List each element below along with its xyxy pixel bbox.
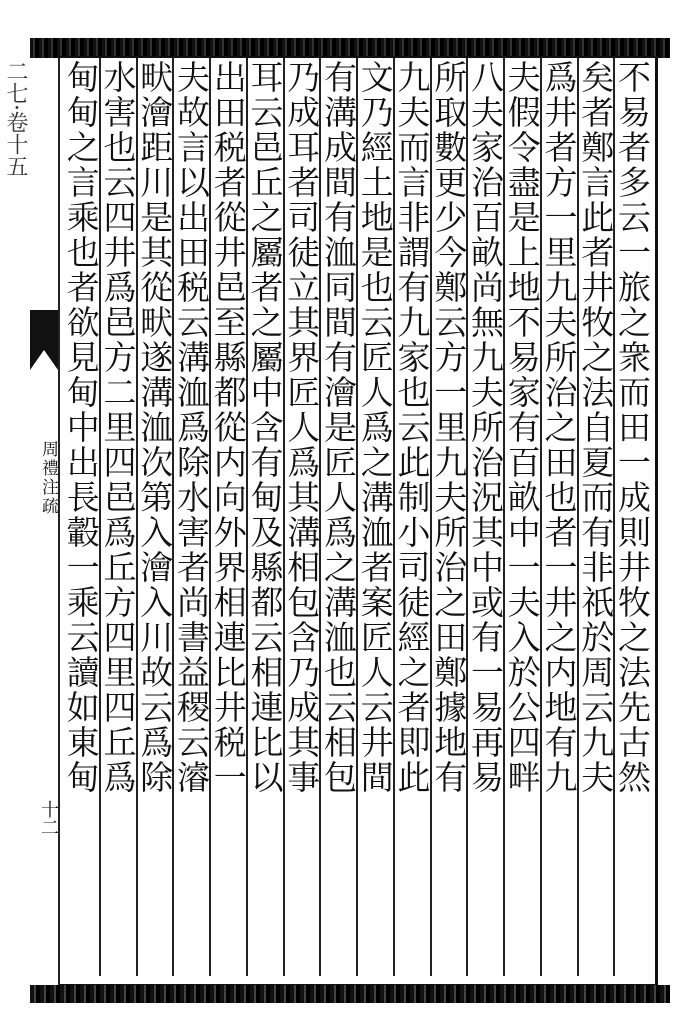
page-number: 十二 <box>38 800 59 836</box>
text-column-12: 出田税者從井邑至縣都從内向外界相連比井税一 <box>208 60 248 795</box>
text-column-13: 夫故言以出田税云溝洫爲除水害者尚書益稷云濬 <box>172 60 211 795</box>
text-column-3: 爲井者方一里九夫所治之田也者一井之内地有九 <box>539 60 579 795</box>
book-title: 周禮注疏 <box>38 440 58 516</box>
text-column-6: 所取數更少今鄭云方一里九夫所治之田鄭據地有 <box>429 60 469 795</box>
text-column-1: 不易者多云一旅之衆而田一成則井牧之法先古然 <box>613 60 652 795</box>
text-column-8: 文乃經土地是也云匠人爲之溝洫者案匠人云井間 <box>355 60 395 795</box>
text-column-2: 矣者鄭言此者井牧之法自夏而有非祇於周云九夫 <box>576 60 616 795</box>
gutter-text: 二七·卷十五 <box>3 60 28 177</box>
text-column-10: 乃成耳者司徒立其界匠人爲其溝相包含乃成其事 <box>282 60 322 795</box>
text-column-11: 耳云邑丘之屬者之屬中含有甸及縣都云相連比以 <box>245 60 285 795</box>
text-column-15: 水害也云四井爲邑方二里四邑爲丘方四里四丘爲 <box>98 60 138 795</box>
text-column-16: 甸甸之言乘也者欲見甸中出長轂一乘云讀如東甸 <box>61 60 101 795</box>
text-column-7: 九夫而言非謂有九家也云此制小司徒經之者即此 <box>392 60 432 795</box>
text-column-14: 畎澮距川是其從畎遂溝洫次第入澮入川故云爲除 <box>135 60 175 795</box>
text-column-4: 夫假令盡是上地不易家有百畝中一夫入於公四畔 <box>502 60 542 795</box>
top-border-band <box>30 38 670 58</box>
bottom-border-band <box>30 985 670 1003</box>
fishtail-mark-icon <box>30 310 58 370</box>
text-column-5: 八夫家治百畝尚無九夫所治況其中或有一易再易 <box>466 60 505 795</box>
text-column-9: 有溝成間有洫同間有澮是匠人爲之溝洫也云相包 <box>319 60 358 795</box>
